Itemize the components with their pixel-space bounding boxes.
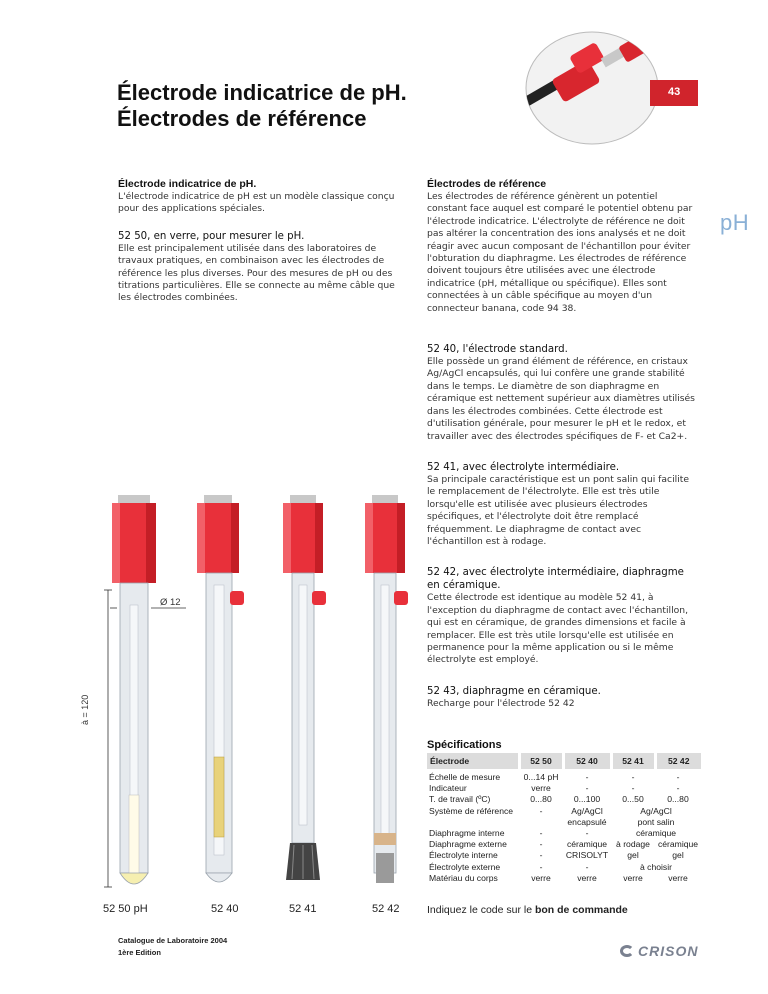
section-5242: [427, 566, 699, 666]
electrode-5241: [283, 495, 326, 880]
table-cell: 0...50: [622, 794, 644, 805]
section-5240: [427, 343, 699, 443]
table-cell: céramique: [657, 839, 699, 850]
order-note: [427, 904, 628, 916]
title-line-2: Électrodes de référence: [117, 106, 367, 131]
right-column: [427, 178, 699, 724]
table-row: [427, 839, 701, 850]
diameter-label: Ø 12: [160, 597, 181, 608]
table-cell: Ag/AgCl: [571, 805, 603, 816]
length-label: à = 120: [80, 694, 90, 725]
table-row: [427, 862, 701, 873]
section-heading: 52 40, l'électrode standard.: [427, 344, 568, 356]
table-cell: -: [585, 772, 589, 782]
table-row: [427, 817, 701, 828]
table-cell: encapsulé: [567, 816, 607, 827]
table-cell: -: [585, 783, 589, 794]
specs-header-row: [427, 753, 701, 769]
logo-mark-icon: [620, 945, 634, 957]
specs-header-cell: Électrode: [427, 753, 519, 769]
table-cell: 0...14 pH: [523, 772, 559, 782]
title-line-1: Électrode indicatrice de pH.: [117, 80, 407, 105]
table-cell: Ag/AgCl: [640, 805, 672, 816]
catalog-info: [118, 935, 227, 959]
table-cell: -: [585, 861, 589, 872]
edition-line: 1ère Edition: [118, 948, 161, 957]
section-text: Elle possède un grand élément de référence, en cristaux Ag/AgCl encapsulés, qui lui confère une grande stabilité dans le temps. Le diamètre de son diaphragme en céramique est nettement supérieur aux diamètres utilisés dans les électrodes combinées. Cette électrode est d'utilisation générale, pour mesurer le pH et le redox, et travailler avec des électrodes spécifiques de F- et Ca2+.: [427, 356, 695, 442]
table-cell: à rodage: [616, 839, 650, 850]
table-cell: Échelle de mesure: [429, 772, 501, 782]
table-cell: verre: [623, 872, 643, 883]
table-cell: 0...80: [667, 794, 689, 805]
table-cell: -: [631, 783, 635, 794]
section-text: L'électrode indicatrice de pH est un modèle classique conçu pour des applications spéciales.: [118, 191, 395, 215]
table-cell: verre: [531, 783, 551, 794]
table-cell: gel: [627, 850, 639, 861]
table-cell: -: [631, 772, 635, 782]
specs-header-cell: 52 40: [563, 753, 611, 769]
page-title: [117, 80, 407, 132]
section-5241: [427, 461, 699, 548]
table-cell: gel: [672, 850, 684, 861]
catalog-line: Catalogue de Laboratoire 2004: [118, 936, 228, 945]
section-heading: Électrode indicatrice de pH.: [118, 178, 257, 190]
table-cell: à choisir: [640, 861, 672, 872]
table-row: [427, 806, 701, 817]
order-note-text: Indiquez le code sur le: [427, 904, 535, 916]
table-cell: Diaphragme externe: [429, 839, 507, 850]
table-cell: -: [676, 772, 680, 782]
left-column: [118, 178, 408, 319]
table-cell: verre: [531, 872, 551, 883]
table-cell: 0...100: [573, 794, 601, 805]
crison-logo: [620, 943, 698, 959]
table-cell: T. de travail (ºC): [429, 794, 491, 805]
table-cell: [427, 817, 519, 828]
section-text: Elle est principalement utilisée dans des laboratoires de travaux pratiques, en combinaison avec les électrodes de référence les plus diverses. Pour des mesures de pH ou des titrations particulières. Elle se connecte au même câble que les électrodes combinées.: [118, 242, 395, 304]
table-cell: -: [539, 805, 543, 816]
table-cell: -: [539, 828, 543, 839]
table-cell: Indicateur: [429, 783, 467, 794]
side-tab-ph: pH: [720, 210, 750, 235]
specs-table: [427, 753, 701, 884]
table-cell: verre: [577, 872, 597, 883]
electrode-5250: [112, 495, 156, 884]
table-cell: -: [676, 783, 680, 794]
specs-header-cell: 52 50: [519, 753, 563, 769]
table-cell: CRISOLYT: [565, 850, 609, 861]
table-cell: pont salin: [637, 816, 675, 827]
table-cell: -: [539, 861, 543, 872]
table-row: [427, 769, 701, 783]
section-indicator: [118, 178, 408, 216]
section-heading: 52 41, avec électrolyte intermédiaire.: [427, 461, 620, 473]
section-text: Sa principale caractéristique est un pont salin qui facilite le remplacement de l'électrolyte. Elle est très utile lorsqu'elle est utilisée avec plusieurs électrodes spécifiques, et l'électrolyte doit être remplacé fréquemment. Le diaphragme de contact avec l'échantillon est à rodage.: [427, 473, 690, 547]
table-row: [427, 850, 701, 861]
table-cell: Électrolyte interne: [429, 850, 498, 861]
table-cell: -: [539, 839, 543, 850]
electrode-drawing: [80, 495, 420, 895]
table-cell: Matériau du corps: [429, 872, 498, 883]
logo-text: CRISON: [638, 943, 699, 959]
table-cell: céramique: [635, 828, 677, 839]
section-heading: 52 50, en verre, pour mesurer le pH.: [118, 230, 305, 242]
table-cell: Système de référence: [429, 805, 514, 816]
page-number: 43: [668, 86, 681, 98]
section-heading: Électrodes de référence: [427, 178, 547, 190]
specs-header-cell: 52 42: [655, 753, 701, 769]
electrode-5240: [197, 495, 244, 882]
table-cell: Électrolyte externe: [429, 861, 501, 872]
section-5250: [118, 230, 408, 305]
table-row: [427, 794, 701, 805]
section-text: Recharge pour l'électrode 52 42: [427, 697, 575, 709]
table-cell: 0...80: [530, 794, 552, 805]
section-heading: 52 42, avec électrolyte intermédiaire, diaphragme en céramique.: [427, 567, 684, 592]
table-row: [427, 828, 701, 839]
caption-5240: 52 40: [211, 903, 239, 915]
section-text: Cette électrode est identique au modèle 52 41, à l'exception du diaphragme de contact avec l'échantillon, qui est en céramique, de grandes dimensions et facile à remplacer. Elle est très utile lorsqu'elle est utilisée en permanence pour la même application ou si le même électrolyte est employé.: [427, 592, 688, 666]
table-cell: -: [585, 828, 589, 839]
table-cell: [519, 817, 563, 828]
caption-5241: 52 41: [289, 903, 317, 915]
table-cell: verre: [668, 872, 688, 883]
section-5243: [427, 685, 699, 710]
specs-title: Spécifications: [427, 739, 502, 751]
section-heading: 52 43, diaphragme en céramique.: [427, 685, 601, 697]
table-cell: céramique: [566, 839, 608, 850]
table-row: [427, 873, 701, 884]
section-text: Les électrodes de référence génèrent un potentiel constant face auquel est comparé le potentiel obtenu par l'électrode indicatrice. L'électrolyte de référence ne doit pas altérer la concentration des ions analysés et ne doit réagir avec aucun composant de l'échantillon pour éviter l'obturation du diaphragme. Les électrodes de référence doivent toujours être utilisées avec une électrode indicatrice (pH, métallique ou spécifique). Elles sont connectées à un câble spécifique au moyen d'un connecteur banana, code 94 38.: [427, 191, 693, 314]
table-cell: -: [539, 850, 543, 861]
caption-5250: 52 50 pH: [103, 903, 148, 915]
table-row: [427, 783, 701, 794]
caption-5242: 52 42: [372, 903, 400, 915]
section-reference: [427, 178, 699, 315]
table-cell: Diaphragme interne: [429, 828, 505, 839]
electrode-5242: [365, 495, 408, 883]
specs-header-cell: 52 41: [611, 753, 655, 769]
order-note-link: bon de commande: [534, 904, 628, 916]
